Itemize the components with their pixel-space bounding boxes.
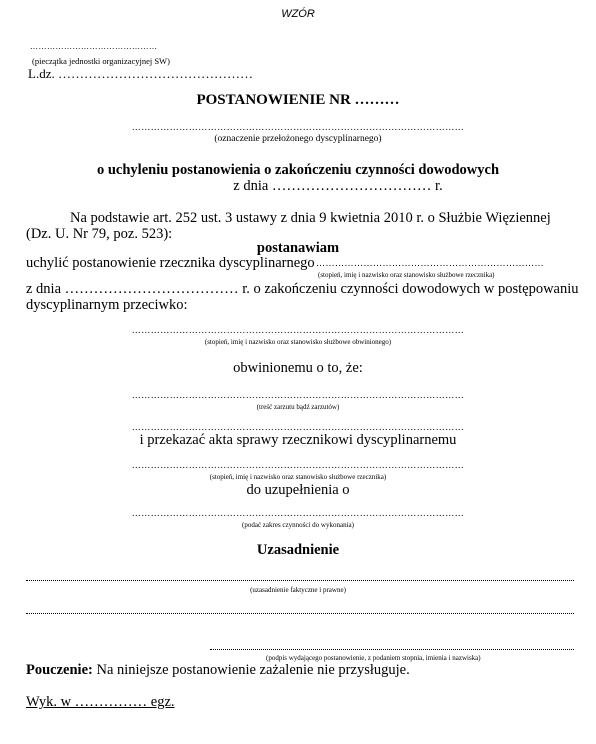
accused-dots: ……………………………………………………………………………………………: [131, 325, 465, 335]
superior-dots: ……………………………………………………………………………………………: [131, 122, 465, 132]
superior-caption: (oznaczenie przełożonego dyscyplinarnego): [214, 134, 382, 144]
instruction: [26, 662, 410, 679]
charge-dots: ……………………………………………………………………………………………: [131, 390, 465, 400]
signature-line: [210, 649, 574, 650]
instruction-text: Na niniejsze postanowienie zażalenie nie przysługuje.: [92, 662, 410, 678]
signature-caption: (podpis wydającego postanowienie, z podaniem stopnia, imienia i nazwiska): [266, 654, 481, 662]
stamp-dots: ………………………………………: [30, 42, 158, 51]
subject-date: z dnia …………………………… r.: [233, 178, 443, 194]
wzor-label: WZÓR: [281, 8, 315, 20]
repeal-text: uchylić postanowienie rzecznika dyscyplinarnego: [26, 255, 315, 271]
basis-line-2: (Dz. U. Nr 79, poz. 523):: [26, 226, 173, 242]
repeal-caption: (stopień, imię i nazwisko oraz stanowisko służbowe rzecznika): [318, 271, 495, 279]
transfer-text: i przekazać akta sprawy rzecznikowi dyscyplinarnemu: [139, 432, 457, 448]
copies-line: Wyk. w …………… egz.: [26, 694, 175, 710]
scope-caption: (podać zakres czynności do wykonania): [242, 521, 354, 529]
justification-line-2: [26, 613, 574, 614]
basis-line-1: Na podstawie art. 252 ust. 3 ustawy z dnia 9 kwietnia 2010 r. o Służbie Więziennej: [70, 210, 551, 226]
supplement-text: do uzupełnienia o: [246, 482, 350, 498]
subject-line: o uchyleniu postanowienia o zakończeniu czynności dowodowych: [96, 162, 500, 178]
instruction-label: Pouczenie:: [26, 662, 93, 678]
date-line-1: z dnia ……………………………… r. o zakończeniu czynności dowodowych w postępowaniu: [26, 281, 579, 297]
decide-heading: postanawiam: [256, 240, 340, 256]
transfer-dots: ……………………………………………………………………………………………: [131, 422, 465, 432]
charged-text: obwinionemu o to, że:: [233, 360, 363, 376]
scope-dots: ……………………………………………………………………………………………: [131, 508, 465, 518]
date-line-2: dyscyplinarnym przeciwko:: [26, 297, 188, 313]
justification-heading: Uzasadnienie: [256, 542, 340, 558]
ldz-line: L.dz. ………………………………………: [28, 66, 253, 81]
document-title: POSTANOWIENIE NR ………: [196, 92, 400, 108]
accused-caption: (stopień, imię i nazwisko oraz stanowisko służbowe obwinionego): [204, 338, 392, 346]
justification-line-1: [26, 580, 574, 581]
ombudsman-caption: (stopień, imię i nazwisko oraz stanowisko służbowe rzecznika): [209, 473, 387, 481]
ombudsman-dots: ……………………………………………………………………………………………: [131, 460, 465, 470]
justification-caption: (uzasadnienie faktyczne i prawne): [250, 586, 346, 594]
repeal-dots: ………………………………………………………………: [316, 258, 544, 268]
stamp-caption: (pieczątka jednostki organizacyjnej SW): [32, 56, 170, 66]
charge-caption: (treść zarzutu bądź zarzutów): [256, 403, 340, 411]
